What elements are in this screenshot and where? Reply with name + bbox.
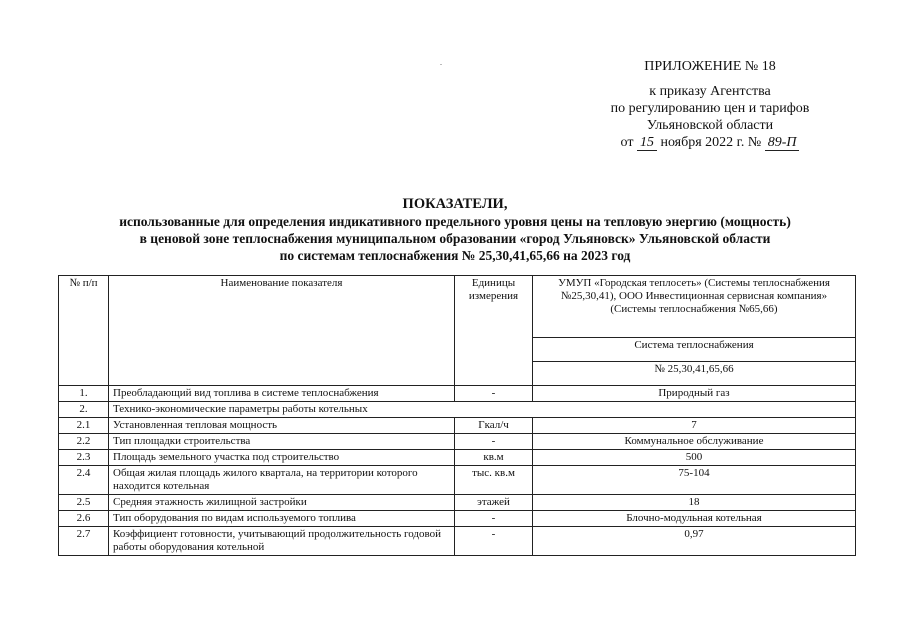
row-name: Общая жилая площадь жилого квартала, на территории которого находится котельная [109, 466, 455, 495]
row-unit: этажей [455, 495, 533, 511]
heading-line-1: использованные для определения индикативного предельного уровня цены на тепловую энергию (мощность) [119, 214, 791, 229]
table-row [59, 495, 856, 511]
row-name: Площадь земельного участка под строительство [109, 450, 455, 466]
row-unit: - [455, 434, 533, 450]
row-name: Установленная тепловая мощность [109, 418, 455, 434]
row-unit: тыс. кв.м [455, 466, 533, 495]
heading-line-2: в ценовой зоне теплоснабжения муниципальном образовании «город Ульяновск» Ульяновской области [139, 231, 771, 246]
row-value: 75-104 [533, 466, 856, 495]
table-row [59, 511, 856, 527]
table-row [59, 418, 856, 434]
row-num: 1. [59, 386, 109, 402]
row-value: 500 [533, 450, 856, 466]
row-num: 2.4 [59, 466, 109, 495]
appendix-block [560, 58, 860, 151]
appendix-line-2: по регулированию цен и тарифов [610, 101, 810, 116]
header-num: № п/п [59, 276, 109, 386]
appendix-date-line [560, 134, 860, 151]
row-value: Природный газ [533, 386, 856, 402]
row-num: 2.6 [59, 511, 109, 527]
row-section-title: Технико-экономические параметры работы котельных [109, 402, 856, 418]
order-number: 89-П [765, 136, 800, 151]
row-unit: Гкал/ч [455, 418, 533, 434]
table-row [59, 466, 856, 495]
row-num: 2. [59, 402, 109, 418]
scan-speck [440, 64, 442, 65]
row-name: Коэффициент готовности, учитывающий продолжительность годовой работы оборудования котельной [109, 527, 455, 556]
row-value: 0,97 [533, 527, 856, 556]
appendix-line-1: к приказу Агентства [649, 84, 771, 99]
heading-title: ПОКАЗАТЕЛИ, [402, 196, 508, 212]
appendix-title: ПРИЛОЖЕНИЕ № 18 [644, 59, 776, 74]
row-name: Средняя этажность жилищной застройки [109, 495, 455, 511]
header-system: Система теплоснабжения [533, 338, 856, 362]
table-row [59, 450, 856, 466]
indicators-table [58, 275, 856, 556]
table-row [59, 386, 856, 402]
row-num: 2.5 [59, 495, 109, 511]
header-org: УМУП «Городская теплосеть» (Системы теплоснабжения №25,30,41), ООО Инвестиционная сервисная компания» (Системы теплоснабжения №65,66) [533, 276, 856, 338]
row-value: 7 [533, 418, 856, 434]
table-row [59, 402, 856, 418]
date-middle: ноября 2022 г. № [660, 135, 762, 150]
appendix-line-3: Ульяновской области [646, 118, 774, 133]
row-num: 2.2 [59, 434, 109, 450]
row-unit: кв.м [455, 450, 533, 466]
header-system-number: № 25,30,41,65,66 [533, 362, 856, 386]
date-day: 15 [637, 136, 657, 151]
row-name: Тип оборудования по видам используемого топлива [109, 511, 455, 527]
row-value: Коммунальное обслуживание [533, 434, 856, 450]
row-value: 18 [533, 495, 856, 511]
row-num: 2.3 [59, 450, 109, 466]
table-row [59, 434, 856, 450]
heading-line-3: по системам теплоснабжения № 25,30,41,65,66 на 2023 год [279, 248, 631, 263]
document-heading [40, 196, 870, 264]
header-unit: Единицы измерения [455, 276, 533, 386]
row-unit: - [455, 386, 533, 402]
header-name: Наименование показателя [109, 276, 455, 386]
row-unit: - [455, 511, 533, 527]
row-unit: - [455, 527, 533, 556]
row-num: 2.1 [59, 418, 109, 434]
row-name: Преобладающий вид топлива в системе теплоснабжения [109, 386, 455, 402]
row-value: Блочно-модульная котельная [533, 511, 856, 527]
table-row [59, 527, 856, 556]
row-num: 2.7 [59, 527, 109, 556]
date-prefix: от [620, 135, 634, 150]
row-name: Тип площадки строительства [109, 434, 455, 450]
